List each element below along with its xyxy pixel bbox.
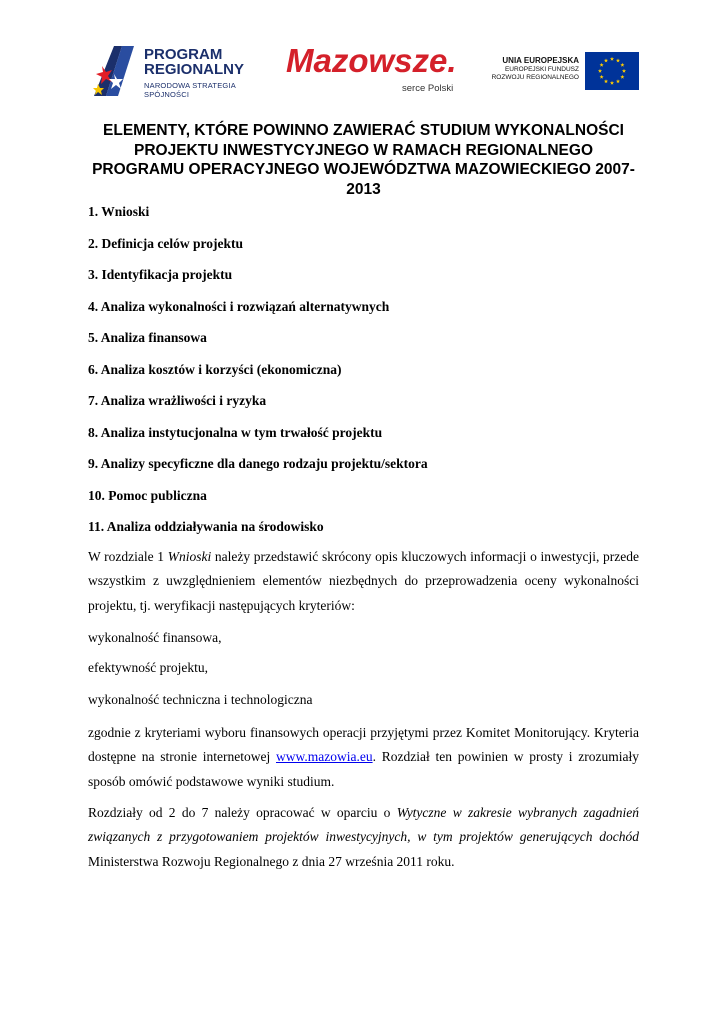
paragraph-text: Ministerstwa Rozwoju Regionalnego z dnia 27 września 2011 roku. bbox=[88, 853, 455, 869]
criterion-item: efektywność projektu, bbox=[88, 660, 208, 675]
contents-item: 9. Analizy specyficzne dla danego rodzaju projektu/sektora bbox=[88, 456, 428, 471]
program-regionalny-text bbox=[144, 47, 282, 99]
contents-item: 8. Analiza instytucjonalna w tym trwałość projektu bbox=[88, 424, 383, 440]
paragraph-text: . Rozdział ten powinien w prosty i zrozumiały sposób omówić podstawowe wyniki studium. bbox=[88, 749, 639, 789]
eu-logo-line2: EUROPEJSKI FUNDUSZ bbox=[504, 66, 579, 73]
paragraph-italic-text: Wnioski bbox=[167, 549, 212, 564]
contents-list bbox=[88, 202, 648, 549]
document-title: ELEMENTY, KTÓRE POWINNO ZAWIERAĆ STUDIUM WYKONALNOŚCI PROJEKTU INWESTYCYJNEGO W RAMACH REGIONALNEGO PROGRAMU OPERACYJNEGO WOJEWÓDZTWA MAZOWIECKIEGO 2007-2013 bbox=[92, 122, 635, 198]
contents-item: 3. Identyfikacja projektu bbox=[88, 267, 233, 282]
eu-flag-icon bbox=[585, 52, 639, 90]
program-logo-line3: NARODOWA STRATEGIA SPÓJNOŚCI bbox=[144, 81, 236, 99]
paragraph-text: W rozdziale 1 bbox=[88, 549, 168, 564]
eu-logo-text bbox=[491, 56, 579, 82]
mazowsze-word: Mazowsze. bbox=[286, 42, 457, 79]
contents-item: 10. Pomoc publiczna bbox=[88, 487, 207, 503]
mazowsze-logo bbox=[284, 40, 474, 100]
paragraph-rozdzialy bbox=[88, 801, 639, 874]
mazowia-website-link[interactable]: www.mazowia.eu bbox=[276, 749, 373, 765]
paragraph-text: należy przedstawić skrócony opis kluczowych informacji o inwestycji, przede wszystkim z uwzględnieniem elementów niezbędnych do przeprowadzenia oceny wykonalności projektu, tj. weryfikacji następujących kryteriów: bbox=[88, 549, 639, 613]
program-regionalny-logo bbox=[92, 44, 282, 100]
contents-item: 4. Analiza wykonalności i rozwiązań alternatywnych bbox=[88, 298, 390, 314]
program-logo-line2: REGIONALNY bbox=[144, 61, 245, 78]
contents-item: 5. Analiza finansowa bbox=[88, 330, 207, 345]
contents-item: 6. Analiza kosztów i korzyści (ekonomiczna) bbox=[88, 361, 342, 377]
paragraph-text: zgodnie z kryteriami wyboru finansowych operacji przyjętymi przez Komitet Monitorujący. Kryteria dostępne na stronie internetowej bbox=[88, 725, 639, 765]
contents-item: 2. Definicja celów projektu bbox=[88, 235, 243, 251]
contents-item: 7. Analiza wrażliwości i ryzyka bbox=[88, 393, 267, 408]
paragraph-text: Rozdziały od 2 do 7 należy opracować w oparciu o bbox=[88, 805, 397, 820]
mazowsze-subtitle: serce Polski bbox=[402, 83, 454, 94]
paragraph-wnioski bbox=[88, 545, 639, 618]
paragraph-italic-text: Wytyczne w zakresie wybranych zagadnień związanych z przygotowaniem projektów inwestycyjnych, w tym projektów generujących dochód bbox=[88, 805, 639, 845]
mazowsze-wordmark bbox=[284, 40, 464, 82]
eu-logo-line1: UNIA EUROPEJSKA bbox=[502, 56, 579, 65]
program-regionalny-emblem-icon bbox=[92, 44, 136, 98]
contents-item: 1. Wnioski bbox=[88, 204, 150, 219]
criterion-item: wykonalność techniczna i technologiczna bbox=[88, 692, 313, 707]
paragraph-kryteria bbox=[88, 721, 639, 794]
criterion-item: wykonalność finansowa, bbox=[88, 630, 222, 645]
contents-item: 11. Analiza oddziaływania na środowisko bbox=[88, 519, 324, 534]
program-logo-line1: PROGRAM bbox=[144, 46, 223, 63]
header-logo-bar bbox=[86, 38, 646, 106]
eu-logo-line3: ROZWOJU REGIONALNEGO bbox=[491, 74, 579, 81]
eu-logo bbox=[491, 52, 641, 92]
